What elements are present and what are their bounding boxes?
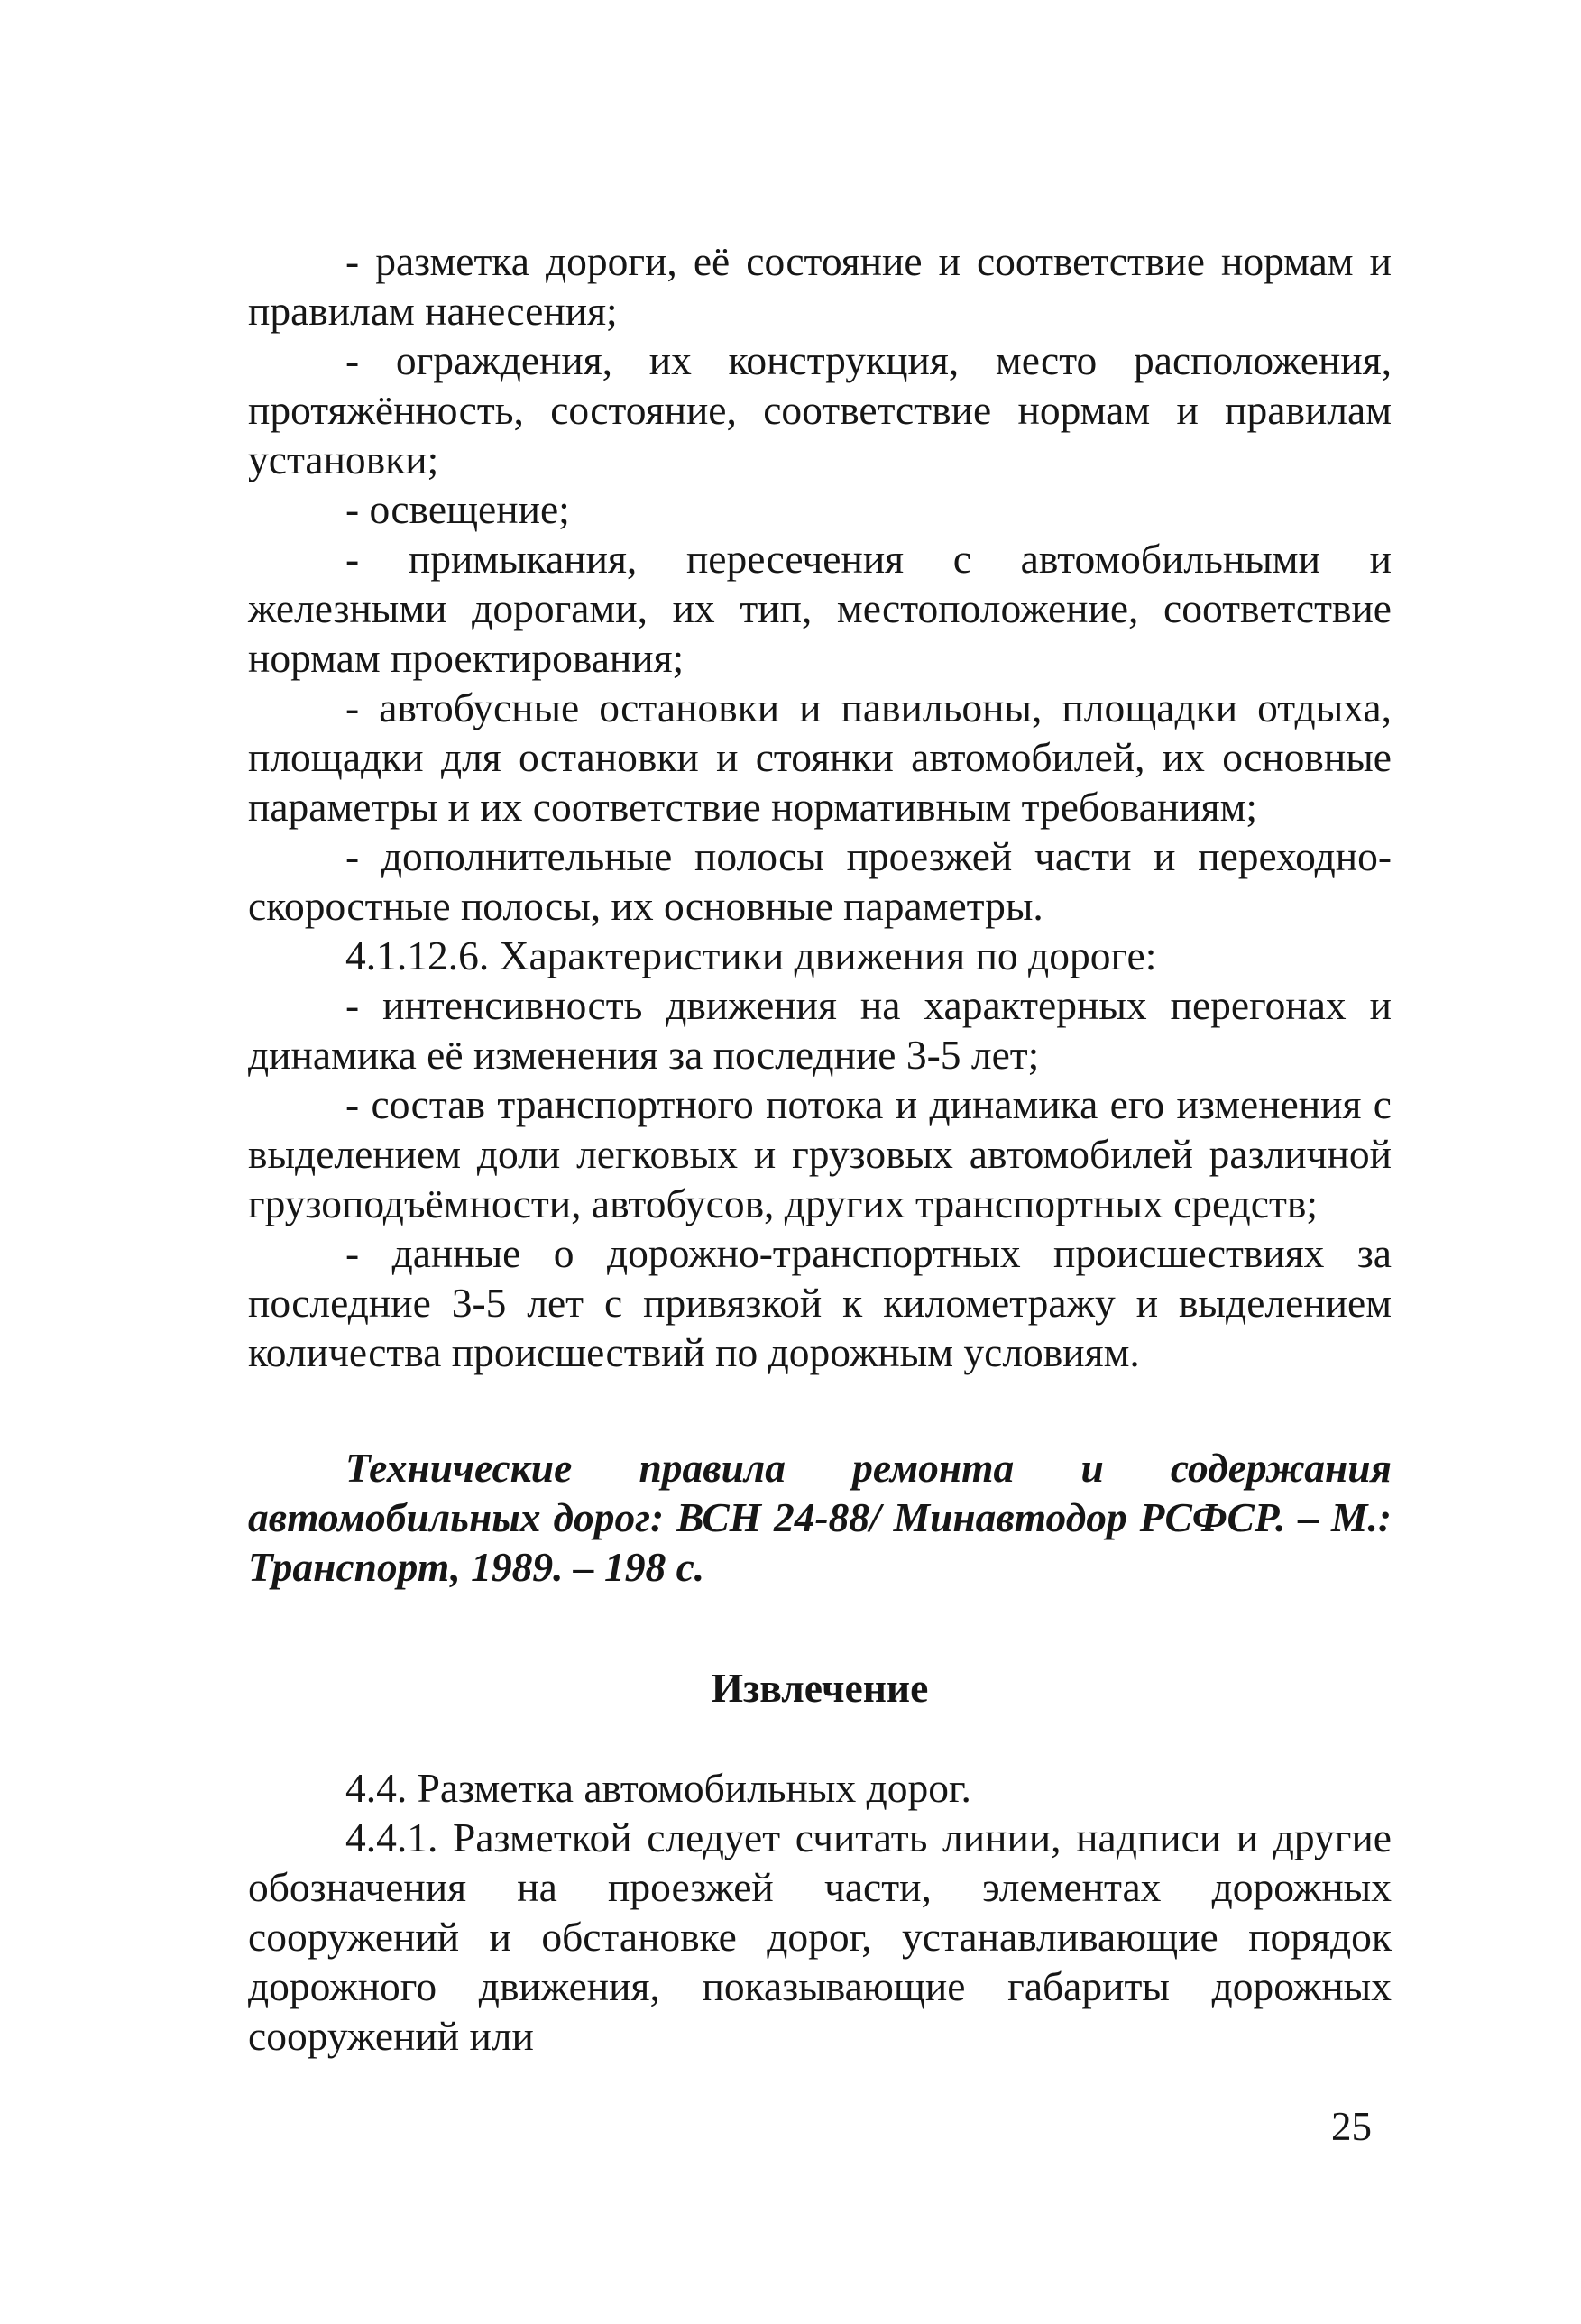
paragraph-section-4-4-1: 4.4.1. Разметкой следует считать линии, надписи и другие обозначения на проезжей части, элементах дорожных сооружений и обстановке дорог, устанавливающие порядок дорожного движения, показывающие габариты дорожных сооружений или (248, 1814, 1392, 2059)
paragraph-traffic-composition: - состав транспортного потока и динамика его изменения с выделением доли легковых и грузовых автомобилей различной грузоподъёмности, автобусов, других транспортных средств; (248, 1081, 1392, 1226)
page-body (248, 236, 1392, 2061)
paragraph-additional-lanes: - дополнительные полосы проезжей части и переходно-скоростные полосы, их основные параметры. (248, 833, 1392, 929)
paragraph-road-marking: - разметка дороги, её состояние и соответствие нормам и правилам нанесения; (248, 238, 1392, 334)
citation: Технические правила ремонта и содержания автомобильных дорог: ВСН 24-88/ Минавтодор РСФСР. – М.: Транспорт, 1989. – 198 с. (248, 1445, 1392, 1590)
paragraph-accident-data: - данные о дорожно-транспортных происшествиях за последние 3-5 лет с привязкой к километражу и выделением количества происшествий по дорожным условиям. (248, 1230, 1392, 1375)
paragraph-lighting: - освещение; (345, 486, 570, 532)
page-number: 25 (1331, 2104, 1372, 2149)
paragraph-section-4-4: 4.4. Разметка автомобильных дорог. (345, 1765, 971, 1811)
section-heading: Извлечение (711, 1665, 929, 1711)
paragraph-barriers: - ограждения, их конструкция, место расположения, протяжённость, состояние, соответствие нормам и правилам установки; (248, 337, 1392, 482)
paragraph-section-4-1-12-6: 4.1.12.6. Характеристики движения по дороге: (345, 932, 1157, 978)
paragraph-junctions: - примыкания, пересечения с автомобильными и железными дорогами, их тип, местоположение, соответствие нормам проектирования; (248, 536, 1392, 681)
paragraph-bus-stops: - автобусные остановки и павильоны, площадки отдыха, площадки для остановки и стоянки автомобилей, их основные параметры и их соответствие нормативным требованиям; (248, 684, 1392, 830)
paragraph-traffic-intensity: - интенсивность движения на характерных перегонах и динамика её изменения за последние 3-5 лет; (248, 982, 1392, 1078)
